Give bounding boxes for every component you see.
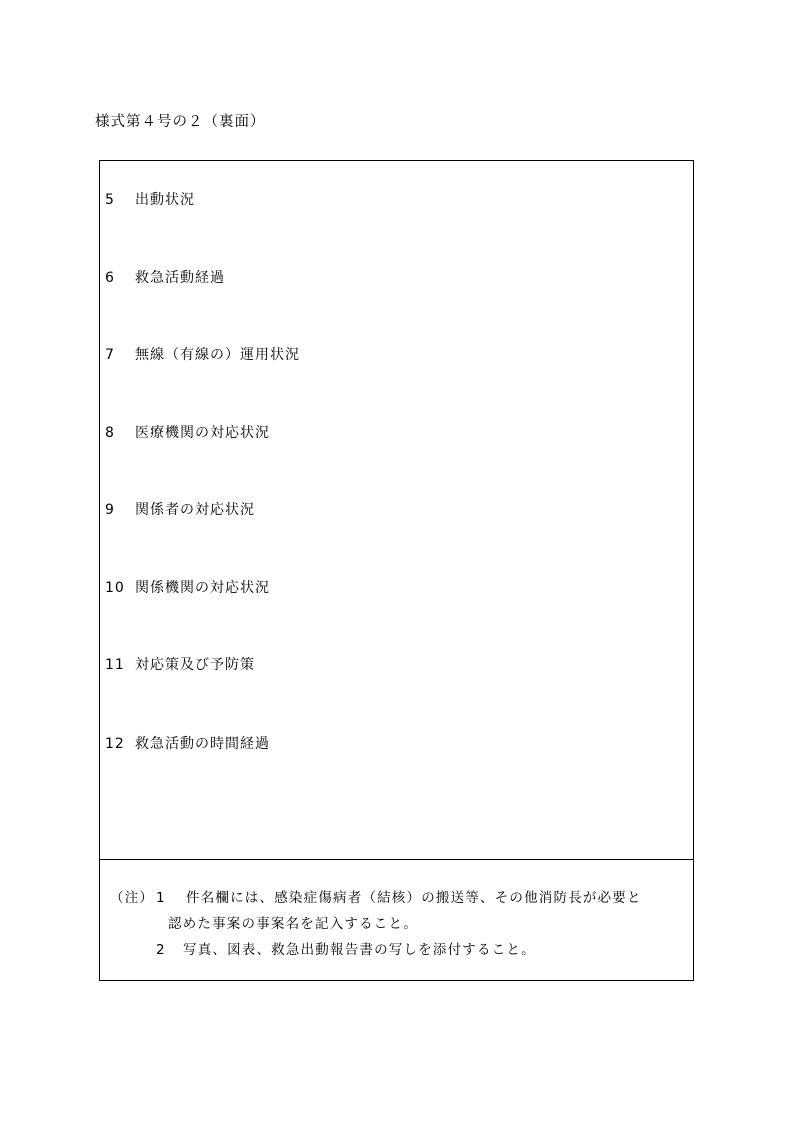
item-label: 関係機関の対応状況	[135, 580, 270, 596]
note-1-text-line-1: 件名欄には、感染症傷病者（結核）の搬送等、その他消防長が必要と	[186, 890, 642, 906]
item-number: 5	[105, 192, 115, 208]
item-number: 12	[105, 736, 125, 752]
report-items-section	[100, 161, 693, 860]
item-label: 医療機関の対応状況	[135, 425, 270, 441]
report-form	[99, 160, 694, 981]
item-number: 9	[105, 502, 115, 518]
item-countermeasures	[105, 656, 255, 674]
item-number: 10	[105, 580, 125, 596]
item-label: 救急活動の時間経過	[135, 736, 270, 752]
item-rescue-activity-progress	[105, 269, 225, 287]
item-label: 救急活動経過	[135, 270, 225, 286]
item-label: 無線（有線の）運用状況	[135, 347, 300, 363]
note-1-number: 1	[156, 890, 166, 906]
notes-section	[100, 860, 693, 981]
item-number: 8	[105, 425, 115, 441]
item-number: 7	[105, 347, 115, 363]
item-label: 対応策及び予防策	[135, 657, 255, 673]
item-label: 関係者の対応状況	[135, 502, 255, 518]
item-number: 6	[105, 270, 115, 286]
item-related-agencies-response	[105, 579, 270, 597]
notes-prefix: （注）	[110, 890, 155, 906]
item-related-persons-response	[105, 501, 255, 519]
item-medical-institution-response	[105, 424, 270, 442]
note-1-text-line-2: 認めた事案の事案名を記入すること。	[168, 916, 418, 932]
note-2-text: 写真、図表、救急出動報告書の写しを添付すること。	[183, 942, 536, 958]
item-dispatch-status	[105, 191, 195, 209]
form-title: 様式第４号の２（裏面）	[95, 114, 266, 130]
item-activity-timeline	[105, 735, 270, 753]
item-number: 11	[105, 657, 125, 673]
item-label: 出動状況	[135, 192, 195, 208]
item-radio-operation-status	[105, 346, 300, 364]
note-2-number: 2	[156, 942, 166, 958]
